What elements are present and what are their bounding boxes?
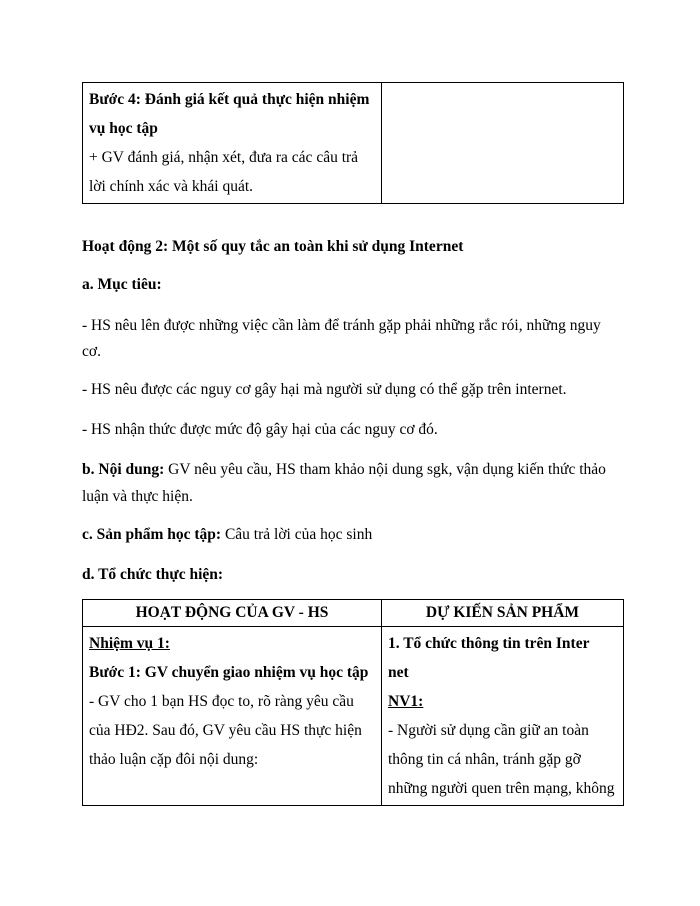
table-row	[83, 83, 624, 204]
header-right: DỰ KIẾN SẢN PHẨM	[382, 600, 624, 627]
section-c-text: Câu trả lời của học sinh	[221, 526, 373, 543]
objective-3: - HS nhận thức được mức độ gây hại của các nguy cơ đó.	[82, 421, 438, 438]
activity-table	[82, 599, 624, 806]
right-line-2: thông tin cá nhân, tránh gặp gỡ	[388, 751, 581, 768]
step1-title: Bước 1: GV chuyển giao nhiệm vụ học tập	[89, 664, 369, 681]
section-b-line-1	[82, 455, 622, 484]
step4-text-line-2: lời chính xác và khái quát.	[89, 178, 254, 195]
section-b-line-2: luận và thực hiện.	[82, 488, 193, 505]
right-title-line-1: 1. Tổ chức thông tin trên Inter	[388, 635, 590, 652]
nv1-label: NV1:	[388, 693, 424, 710]
left-line-1: - GV cho 1 bạn HS đọc to, rõ ràng yêu cầu	[89, 693, 354, 710]
section-a-label: a. Mục tiêu:	[82, 276, 162, 293]
activity-heading: Hoạt động 2: Một số quy tắc an toàn khi sử dụng Internet	[82, 238, 464, 255]
table-header-row	[83, 600, 624, 627]
left-line-2: của HĐ2. Sau đó, GV yêu cầu HS thực hiện	[89, 722, 362, 739]
step4-text-line-1: + GV đánh giá, nhận xét, đưa ra các câu trả	[89, 149, 359, 166]
section-c	[82, 520, 622, 549]
step4-cell	[83, 83, 382, 204]
left-line-3: thảo luận cặp đôi nội dung:	[89, 751, 259, 768]
step4-title-line-2: vụ học tập	[89, 120, 158, 137]
teacher-activity-cell	[83, 627, 382, 806]
right-title-line-2: net	[388, 664, 409, 681]
objective-1-line-1: - HS nêu lên được những việc cần làm để tránh gặp phải những rắc rói, những nguy	[82, 317, 601, 334]
task-label: Nhiệm vụ 1:	[89, 635, 170, 652]
section-b-label: b. Nội dung:	[82, 461, 165, 478]
header-left: HOẠT ĐỘNG CỦA GV - HS	[83, 600, 382, 627]
objective-1-line-2: cơ.	[82, 343, 101, 360]
objective-2: - HS nêu được các nguy cơ gây hại mà người sử dụng có thể gặp trên internet.	[82, 381, 567, 398]
empty-cell	[382, 83, 624, 204]
section-d-label: d. Tổ chức thực hiện:	[82, 566, 224, 583]
step4-title-line-1: Bước 4: Đánh giá kết quả thực hiện nhiệm	[89, 91, 370, 108]
table-row	[83, 627, 624, 806]
step4-table	[82, 82, 624, 204]
expected-product-cell	[382, 627, 624, 806]
section-c-label: c. Sản phẩm học tập:	[82, 526, 222, 543]
right-line-1: - Người sử dụng cần giữ an toàn	[388, 722, 589, 739]
right-line-3: những người quen trên mạng, không	[388, 780, 615, 797]
section-b-text: GV nêu yêu cầu, HS tham khảo nội dung sgk, vận dụng kiến thức thảo	[164, 461, 606, 478]
